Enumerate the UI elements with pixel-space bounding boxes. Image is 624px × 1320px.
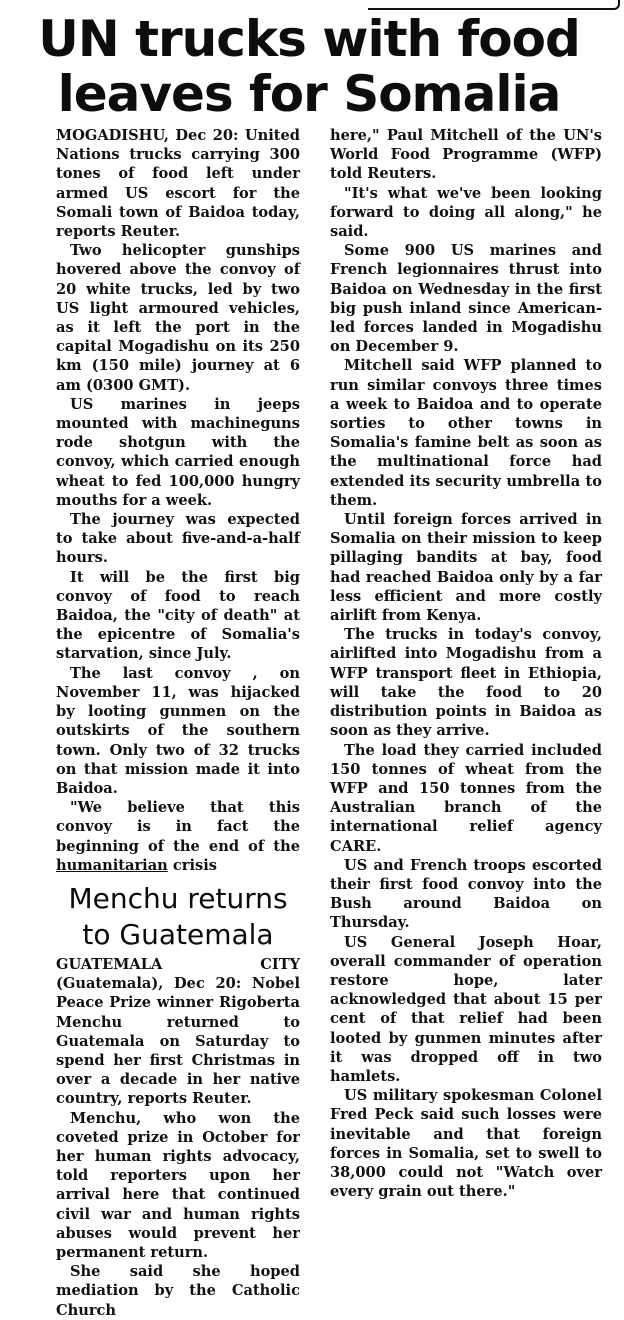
second-story-paragraph: Menchu, who won the coveted prize in October for her human rights advocacy, told reporters upon her arrival here that continued civil war and human rights abuses would prevent her permanent return. [56,1109,300,1261]
story-continued-paragraph: Some 900 US marines and French legionnaires thrust into Baidoa on Wednesday in the first big push inland since American-led forces landed in Mogadishu on December 9. [330,242,602,356]
underlined-word: humanitarian [56,856,168,874]
second-story-paragraph: GUATEMALA CITY (Guatemala), Dec 20: Nobel Peace Prize winner Rigoberta Menchu returned to Guatemala on Saturday to spend her first Christmas in over a decade in her native country, reports Reuter. [56,955,300,1108]
second-story-headline: Menchu returns to Guatemala [68,881,288,951]
story-continued-paragraph: US and French troops escorted their first food convoy into the Bush around Baidoa on Thursday. [330,856,602,932]
story-continued-paragraph: here," Paul Mitchell of the UN's World Food Programme (WFP) told Reuters. [330,127,602,183]
quote-start: "We believe that this convoy is in fact the beginning of the end of the [56,799,300,855]
story-continued-paragraph: US General Joseph Hoar, overall commander of operation restore hope, later acknowledged that about 15 per cent of that relief had been looted by gunmen minutes after it was dropped off in two hamlets. [330,933,602,1085]
right-column [330,126,602,1201]
story-continued-paragraph: US military spokesman Colonel Fred Peck said such losses were inevitable and that foreign forces in Somalia, set to swell to 38,000 could not "Watch over every grain out there." [330,1087,602,1201]
story-paragraph: The last convoy , on November 11, was hijacked by looting gunmen on the outskirts of the southern town. Only two of 32 trucks on that mission made it into Baidoa. [56,664,300,797]
story-paragraph-last [56,798,300,875]
story-paragraph: US marines in jeeps mounted with machineguns rode shotgun with the convoy, which carried enough wheat to fed 100,000 hungry mouths for a week. [56,395,300,509]
story-paragraph: It will be the first big convoy of food to reach Baidoa, the "city of death" at the epicentre of Somalia's starvation, since July. [56,568,300,663]
story-paragraph: Two helicopter gunships hovered above the convoy of 20 white trucks, led by two US light armoured vehicles, as it left the port in the capital Mogadishu on its 250 km (150 mile) journey at 6 am (0300 GMT). [56,242,300,394]
second-story-paragraph: She said she hoped mediation by the Catholic Church [56,1263,300,1319]
story-continued-paragraph: The load they carried included 150 tonnes of wheat from the WFP and 150 tonnes from the Australian branch of the international relief agency CARE. [330,741,602,855]
story-continued-paragraph: "It's what we've been looking forward to doing all along," he said. [330,184,602,241]
story-headline: UN trucks with food leaves for Somalia [38,10,580,123]
story-continued-paragraph: Mitchell said WFP planned to run similar convoys three times a week to Baidoa and to operate sorties to other towns in Somalia's famine belt as soon as the multinational force had extended its security umbrella to them. [330,357,602,509]
page-top-border [368,0,620,10]
quote-end: crisis [172,856,217,874]
story-paragraph: MOGADISHU, Dec 20: United Nations trucks carrying 300 tones of food left under armed US escort for the Somali town of Baidoa today, reports Reuter. [56,127,300,241]
story-continued-paragraph: Until foreign forces arrived in Somalia on their mission to keep pillaging bandits at bay, food had reached Baidoa only by a far less efficient and more costly airlift from Kenya. [330,511,602,625]
story-continued-paragraph: The trucks in today's convoy, airlifted into Mogadishu from a WFP transport fleet in Ethiopia, will take the food to 20 distribution points in Baidoa as soon as they arrive. [330,626,602,740]
left-column [56,126,300,1320]
story-paragraph: The journey was expected to take about five-and-a-half hours. [56,511,300,567]
